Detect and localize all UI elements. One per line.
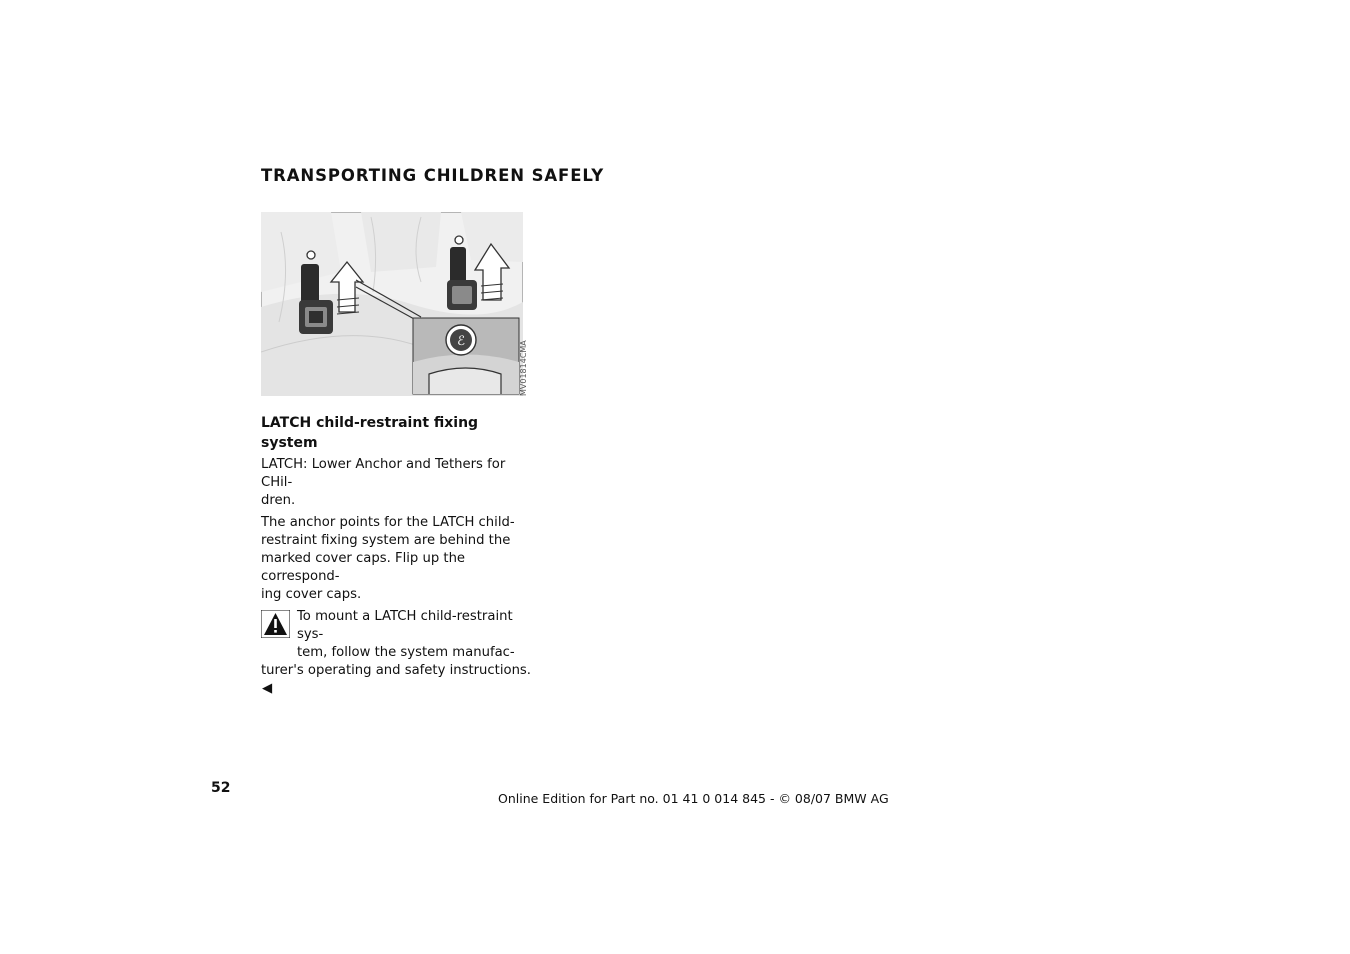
text-line: marked cover caps. Flip up the correspond- xyxy=(261,551,466,584)
text-line: turer's operating and safety instructions. xyxy=(261,663,531,678)
anchor-points-paragraph xyxy=(261,514,537,604)
text-line: ing cover caps. xyxy=(261,587,362,602)
figure-code: MV01814CMA xyxy=(519,340,528,396)
section-heading: LATCH child-restraint fixing system xyxy=(261,415,479,451)
svg-text:ℰ: ℰ xyxy=(457,334,465,349)
text-line: The anchor points for the LATCH child- xyxy=(261,515,515,530)
latch-definition xyxy=(261,456,537,510)
text-line: To mount a LATCH child-restraint sys- xyxy=(297,609,513,642)
text-line: tem, follow the system manufac- xyxy=(297,645,515,660)
end-marker-icon: ◀ xyxy=(262,681,273,696)
text-line: restraint fixing system are behind the xyxy=(261,533,511,548)
page-number: 52 xyxy=(211,780,231,796)
text-line xyxy=(261,662,537,698)
main-content xyxy=(261,413,537,698)
text-line: LATCH: Lower Anchor and Tethers for CHil- xyxy=(261,457,506,490)
warning-icon xyxy=(261,610,290,638)
latch-illustration xyxy=(261,212,523,396)
footer-edition: Online Edition for Part no. 01 41 0 014 845 - © 08/07 BMW AG xyxy=(498,791,889,806)
page-title: TRANSPORTING CHILDREN SAFELY xyxy=(261,166,605,185)
warning-note xyxy=(261,608,537,698)
text-line: dren. xyxy=(261,493,296,508)
